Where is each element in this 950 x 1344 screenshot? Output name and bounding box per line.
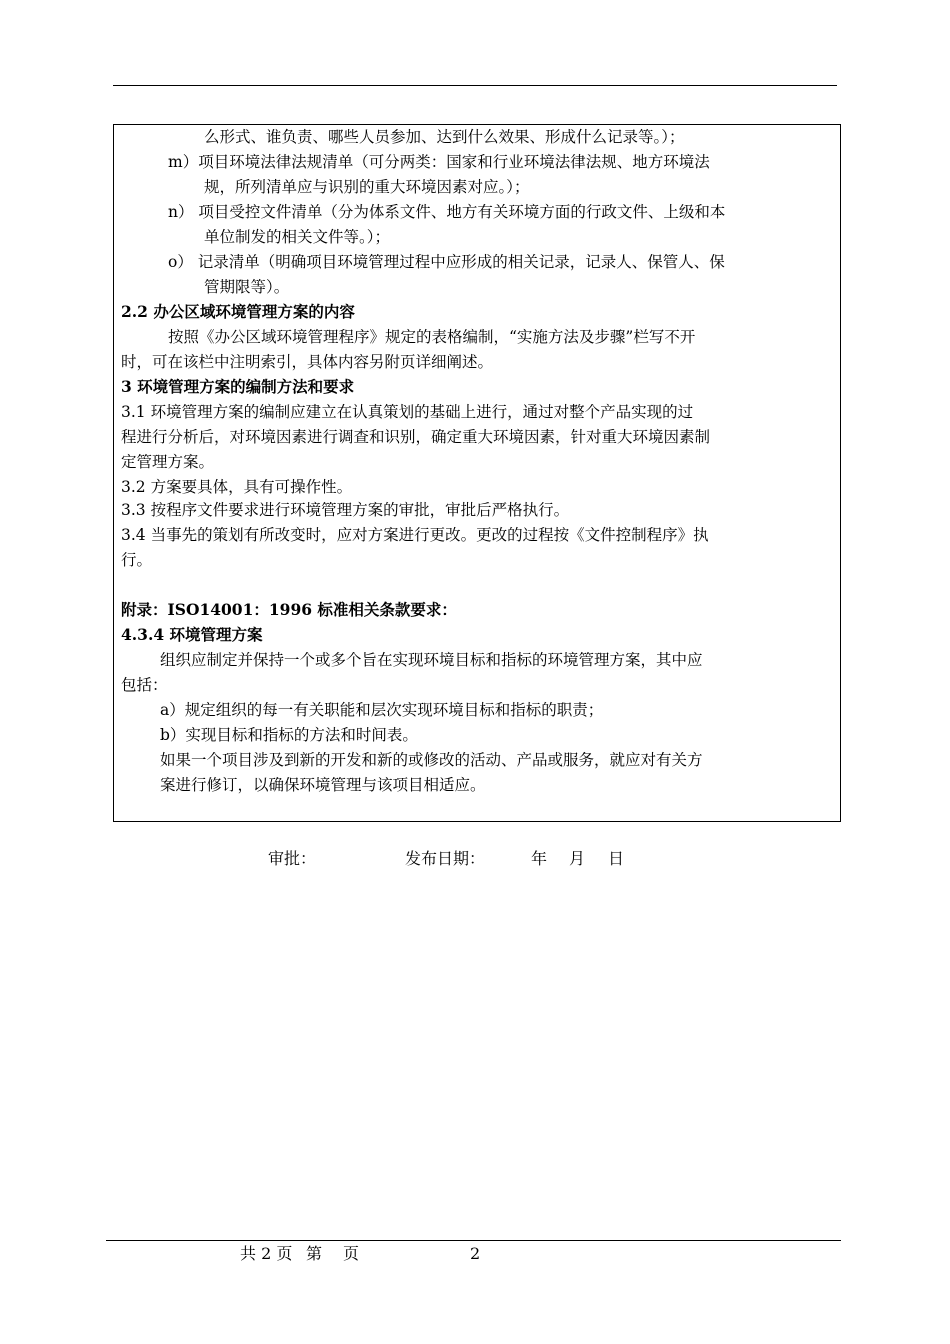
page-prefix: 第 bbox=[306, 1244, 323, 1263]
item-l-continuation: 么形式、谁负责、哪些人员参加、达到什么效果、形成什么记录等。）； bbox=[204, 128, 685, 146]
approval-label: 审批： bbox=[268, 849, 317, 868]
release-date-label: 发布日期： bbox=[405, 849, 486, 868]
release-date-day: 日 bbox=[608, 849, 625, 868]
section-3-1-line-2: 程进行分析后，对环境因素进行调查和识别，确定重大环境因素，针对重大环境因素制 bbox=[121, 428, 711, 446]
section-3-4-line-1: 3.4 当事先的策划有所改变时，应对方案进行更改。更改的过程按《文件控制程序》执 bbox=[121, 526, 709, 544]
section-3-1-line-3: 定管理方案。 bbox=[121, 453, 215, 471]
section-2-2-para-line-2: 时，可在该栏中注明索引，具体内容另附页详细阐述。 bbox=[121, 353, 494, 371]
clause-para-line-1: 组织应制定并保持一个或多个旨在实现环境目标和指标的环境管理方案，其中应 bbox=[160, 651, 703, 669]
section-2-2-heading: 2.2 办公区域环境管理方案的内容 bbox=[121, 302, 355, 321]
clause-item-a: a）规定组织的每一有关职能和层次实现环境目标和指标的职责； bbox=[160, 701, 604, 719]
item-n-continuation: 单位制发的相关文件等。）； bbox=[204, 228, 391, 246]
total-pages: 共 2 页 bbox=[240, 1244, 293, 1263]
item-n: n） 项目受控文件清单（分为体系文件、地方有关环境方面的行政文件、上级和本 bbox=[168, 203, 726, 221]
appendix-heading: 附录：ISO14001：1996 标准相关条款要求： bbox=[121, 600, 457, 619]
item-o-continuation: 管期限等）。 bbox=[204, 278, 290, 296]
section-3-2: 3.2 方案要具体，具有可操作性。 bbox=[121, 478, 353, 496]
item-m-continuation: 规，所列清单应与识别的重大环境因素对应。）； bbox=[204, 178, 530, 196]
release-date-year: 年 bbox=[531, 849, 548, 868]
clause-para-line-2: 包括： bbox=[121, 676, 168, 694]
section-3-1-line-1: 3.1 环境管理方案的编制应建立在认真策划的基础上进行，通过对整个产品实现的过 bbox=[121, 403, 694, 421]
release-date-month: 月 bbox=[569, 849, 586, 868]
clause-4-3-4-heading: 4.3.4 环境管理方案 bbox=[121, 625, 263, 644]
footer-rule bbox=[106, 1240, 841, 1241]
header-rule bbox=[113, 85, 837, 86]
item-o: o） 记录清单（明确项目环境管理过程中应形成的相关记录，记录人、保管人、保 bbox=[168, 253, 725, 271]
clause-note-line-1: 如果一个项目涉及到新的开发和新的或修改的活动、产品或服务，就应对有关方 bbox=[160, 751, 703, 769]
clause-note-line-2: 案进行修订，以确保环境管理与该项目相适应。 bbox=[160, 776, 486, 794]
clause-item-b: b）实现目标和指标的方法和时间表。 bbox=[160, 726, 418, 744]
page-suffix: 页 bbox=[343, 1244, 360, 1263]
section-3-4-line-2: 行。 bbox=[121, 551, 153, 569]
page-number: 2 bbox=[470, 1244, 481, 1263]
section-3-3: 3.3 按程序文件要求进行环境管理方案的审批，审批后严格执行。 bbox=[121, 501, 570, 519]
section-3-heading: 3 环境管理方案的编制方法和要求 bbox=[121, 377, 355, 396]
section-2-2-para-line-1: 按照《办公区域环境管理程序》规定的表格编制，“实施方法及步骤”栏写不开 bbox=[168, 328, 696, 346]
item-m: m）项目环境法律法规清单（可分两类：国家和行业环境法律法规、地方环境法 bbox=[168, 153, 710, 171]
